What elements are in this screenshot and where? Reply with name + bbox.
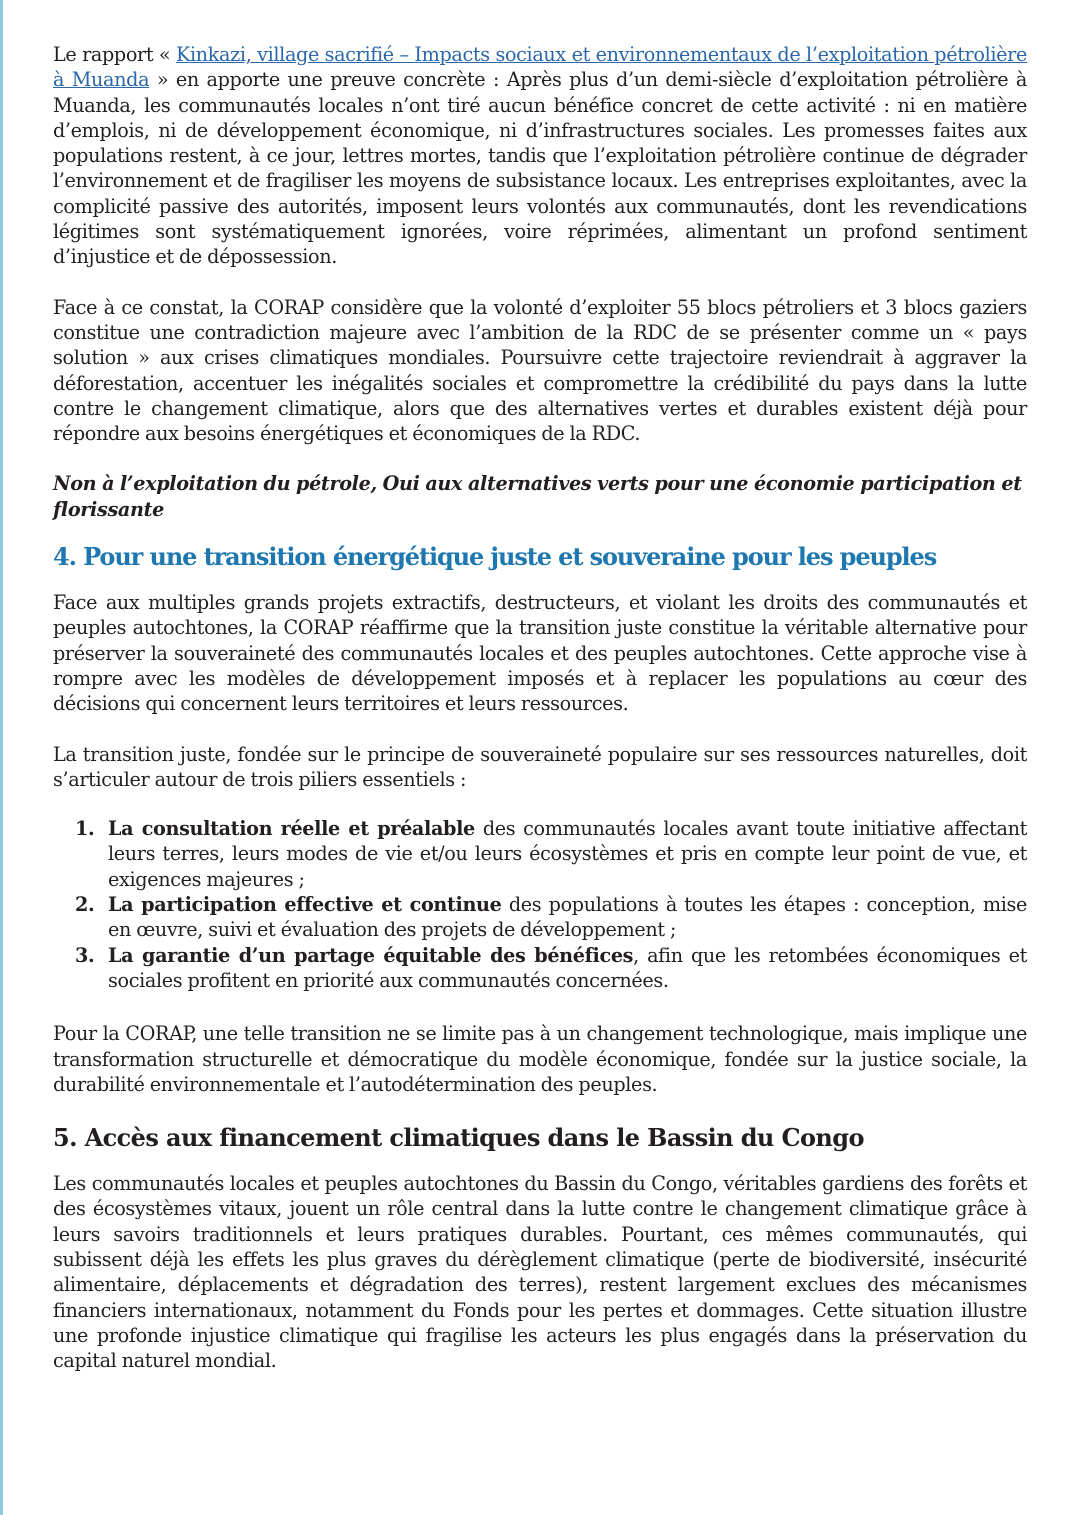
section-4-pillars-intro: La transition juste, fondée sur le principe de souveraineté populaire sur ses ressources naturelles, doit s’articuler autour de trois piliers essentiels : <box>53 742 1027 791</box>
report-prefix: Le rapport « <box>53 43 176 66</box>
pillar-number: 3. <box>75 943 95 967</box>
slogan: Non à l’exploitation du pétrole, Oui aux alternatives verts pour une économie participation et florissante <box>53 472 1022 521</box>
pillar-number: 2. <box>75 893 95 917</box>
section-5-paragraph: Les communautés locales et peuples autochtones du Bassin du Congo, véritables gardiens des forêts et des écosystèmes vitaux, jouent un rôle central dans la lutte contre le changement climatique grâce à leurs savoirs traditionnels et leurs pratiques durables. Pourtant, ces mêmes communautés, qui subissent déjà les effets les plus graves du dérèglement climatique (perte de biodiversité, insécurité alimentaire, déplacements et dégradation des terres), restent largement exclues des mécanismes financiers internationaux, notamment du Fonds pour les pertes et dommages. Cette situation illustre une profonde injustice climatique qui fragilise les acteurs les plus engagés dans la préservation du capital naturel mondial. <box>53 1172 1027 1373</box>
pillar-text: , afin que les retombées économiques et sociales profitent en priorité aux communautés concernées. <box>108 943 1027 992</box>
page-accent-bar <box>0 0 3 1515</box>
report-paragraph <box>53 42 1027 270</box>
pillar-title: La participation effective et continue <box>108 893 502 917</box>
section-4-conclusion: Pour la CORAP, une telle transition ne se limite pas à un changement technologique, mais implique une transformation structurelle et démocratique du modèle économique, fondée sur la justice sociale, la durabilité environnementale et l’autodétermination des peuples. <box>53 1022 1027 1096</box>
document-page <box>53 42 1027 1373</box>
report-body: » en apporte une preuve concrète : Après plus d’un demi-siècle d’exploitation pétrolière à Muanda, les communautés locales n’ont tiré aucun bénéfice concret de cette activité : ni en matière d’emplois, ni de développement économique, ni d’infrastructures sociales. Les promesses faites aux populations restent, à ce jour, lettres mortes, tandis que l’exploitation pétrolière continue de dégrader l’environnement et de fragiliser les moyens de subsistance locaux. Les entreprises exploitantes, avec la complicité passive des autorités, imposent leurs volontés aux communautés, dont les revendications légitimes sont systématiquement ignorées, voire réprimées, alimentant un profond sentiment d’injustice et de dépossession. <box>53 68 1027 269</box>
pillar-item <box>53 892 1027 943</box>
pillar-title: La consultation réelle et préalable <box>108 817 475 841</box>
pillar-text: des communautés locales avant toute initiative affectant leurs terres, leurs modes de vie et/ou leurs écosystèmes et pris en compte leur point de vue, et exigences majeures ; <box>108 817 1027 891</box>
section-4-intro: Face aux multiples grands projets extractifs, destructeurs, et violant les droits des communautés et peuples autochtones, la CORAP réaffirme que la transition juste constitue la véritable alternative pour préserver la souveraineté des communautés locales et des peuples autochtones. Cette approche vise à rompre avec les modèles de développement imposés et à replacer les populations au cœur des décisions qui concernent leurs territoires et leurs ressources. <box>53 591 1027 716</box>
pillar-number: 1. <box>75 817 95 841</box>
section-4-heading: 4. Pour une transition énergétique juste et souveraine pour les peuples <box>53 542 937 572</box>
pillar-item <box>53 943 1027 994</box>
corap-position-paragraph: Face à ce constat, la CORAP considère que la volonté d’exploiter 55 blocs pétroliers et 3 blocs gaziers constitue une contradiction majeure avec l’ambition de la RDC de se présenter comme un « pays solution » aux crises climatiques mondiales. Poursuivre cette trajectoire reviendrait à aggraver la déforestation, accentuer les inégalités sociales et compromettre la crédibilité du pays dans la lutte contre le changement climatique, alors que des alternatives vertes et durables existent déjà pour répondre aux besoins énergétiques et économiques de la RDC. <box>53 295 1027 446</box>
pillars-list <box>53 816 1027 993</box>
pillar-item <box>53 816 1027 892</box>
pillar-title: La garantie d’un partage équitable des bénéfices <box>108 943 634 967</box>
section-5-heading: 5. Accès aux financement climatiques dans le Bassin du Congo <box>53 1123 864 1153</box>
pillar-text: des populations à toutes les étapes : conception, mise en œuvre, suivi et évaluation des projets de développement ; <box>108 893 1027 942</box>
report-link[interactable]: Kinkazi, village sacrifié – Impacts sociaux et environnementaux de l’exploitation pétrolière à Muanda <box>53 43 1027 92</box>
